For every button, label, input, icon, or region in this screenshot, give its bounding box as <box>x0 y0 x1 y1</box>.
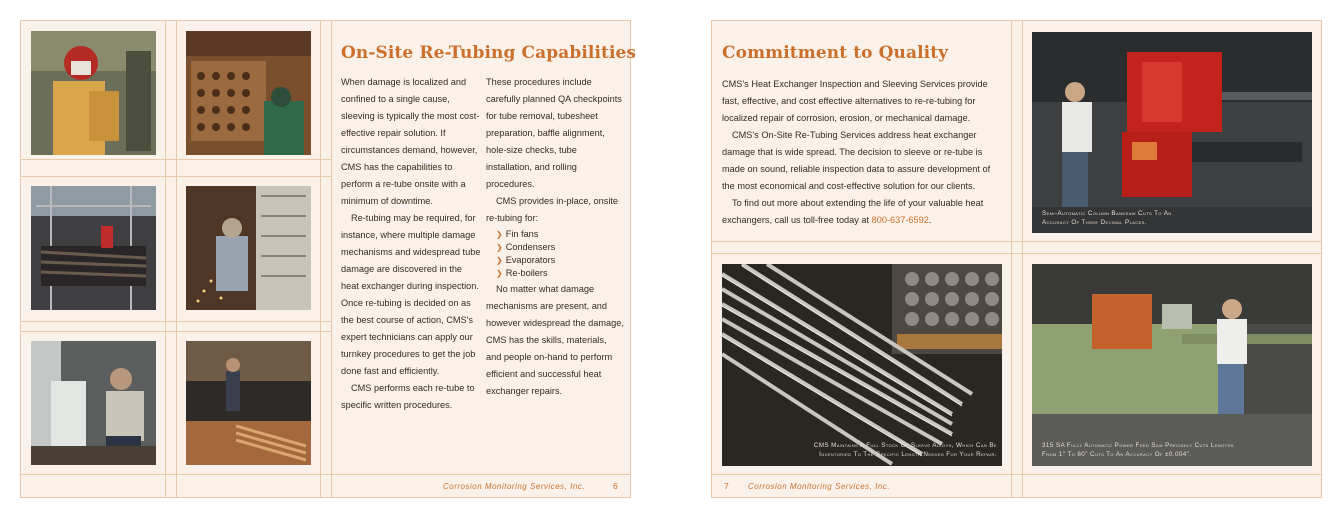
paragraph: CMS provides in-place, onsite re-tubing for: <box>486 196 619 223</box>
right-page <box>711 20 1322 498</box>
photo-caption: Semi-Automatic Column Bandsaw Cuts To An Accuracy Of Three Decimal Places. <box>1042 210 1172 226</box>
section-heading: On-Site Re-Tubing Capabilities <box>341 43 637 63</box>
list-item: ❯ Condensers <box>496 242 556 252</box>
text-column-2 <box>486 74 624 400</box>
bullet-list <box>486 228 624 280</box>
grid-rule <box>1011 21 1012 497</box>
paragraph: No matter what damage mechanisms are present, and however widespread the damage, CMS has the skills, materials, and people on-hand to perform efficient and successful heat exchanger repairs. <box>486 284 624 396</box>
photo-stacked-sleeve-tubes <box>722 264 1002 466</box>
bullet-icon: ❯ <box>496 269 503 278</box>
paragraph: CMS's On-Site Re-Tubing Services address heat exchanger damage that is wide spread. The decision to sleeve or re-tube is made on sound, reliable inspection data to assure development of the most economical and cost-effective solution for our clients. <box>722 130 991 191</box>
grid-rule <box>712 253 1321 254</box>
photo-welder-in-protective-gear <box>31 31 156 155</box>
paragraph: To find out more about extending the life of your valuable heat exchangers, call us toll-free today at 800-637-6592. <box>722 198 984 225</box>
grid-rule <box>165 21 166 497</box>
section-heading: Commitment to Quality <box>722 43 949 63</box>
quality-text <box>722 76 1004 229</box>
grid-rule <box>331 21 332 497</box>
bullet-icon: ❯ <box>496 243 503 252</box>
text-column-1 <box>341 74 481 414</box>
grid-rule <box>320 21 321 497</box>
paragraph: When damage is localized and confined to a single cause, sleeving is typically the most cost-effective repair solution. If circumstances demand, however, CMS has the capabilities to perform a re-tube onsite with a minimum of downtime. <box>341 77 480 206</box>
grid-rule <box>176 21 177 497</box>
paragraph: These procedures include carefully planned QA checkpoints for tube removal, tubesheet preparation, baffle alignment, hole-size checks, tube installation, and rolling procedures. <box>486 77 622 189</box>
page-number: 7 <box>724 481 729 491</box>
grid-rule <box>712 241 1321 242</box>
paragraph: CMS performs each re-tube to specific written procedures. <box>341 383 475 410</box>
footer-company-name: Corrosion Monitoring Services, Inc. <box>748 482 890 491</box>
photo-caption: CMS Maintains A Full Stock Of Sleeve Alloys, Which Can Be Inventoried To The Specific Length Needed For Your Repair. <box>813 442 997 458</box>
photo-technician-with-ladder-and-sparks <box>186 186 311 310</box>
list-item: ❯ Re-boilers <box>496 268 548 278</box>
left-page <box>20 20 637 498</box>
photo-operator-at-automatic-saw <box>1032 264 1312 466</box>
paragraph: CMS's Heat Exchanger Inspection and Sleeving Services provide fast, effective, and cost effective alternatives to re-re-tubing for localized repair of corrosion, erosion, or mechanical damage. <box>722 79 988 123</box>
grid-rule <box>1022 21 1023 497</box>
list-item: ❯ Fin fans <box>496 229 539 239</box>
photo-worker-at-tubesheet <box>186 31 311 155</box>
page-number: 6 <box>613 481 618 491</box>
bullet-icon: ❯ <box>496 256 503 265</box>
photo-technician-cutting-tubes <box>31 341 156 465</box>
paragraph: Re-tubing may be required, for instance, where multiple damage mechanisms and widespread tube damage are discovered in the heat exchanger during inspection. Once re-tubing is decided on as the best course of action, CMS's expert technicians can apply our turnkey procedures to get the job done fast and efficiently. <box>341 213 481 376</box>
photo-worker-with-tube-bundle <box>186 341 311 465</box>
phone-number[interactable]: 800-637-6592 <box>871 215 929 225</box>
list-item: ❯ Evaporators <box>496 255 556 265</box>
grid-rule <box>712 474 1321 475</box>
photo-tube-bundles-on-site <box>31 186 156 310</box>
photo-caption: 315 SA Fully Automatic Power Feed Saw Precisely Cuts Lengths From 1" To 80" Cuts To An Accuracy Of ±0.004". <box>1042 442 1234 458</box>
photo-operator-at-column-bandsaw <box>1032 32 1312 233</box>
grid-rule <box>21 474 630 475</box>
footer-company-name: Corrosion Monitoring Services, Inc. <box>443 482 585 491</box>
bullet-icon: ❯ <box>496 230 503 239</box>
